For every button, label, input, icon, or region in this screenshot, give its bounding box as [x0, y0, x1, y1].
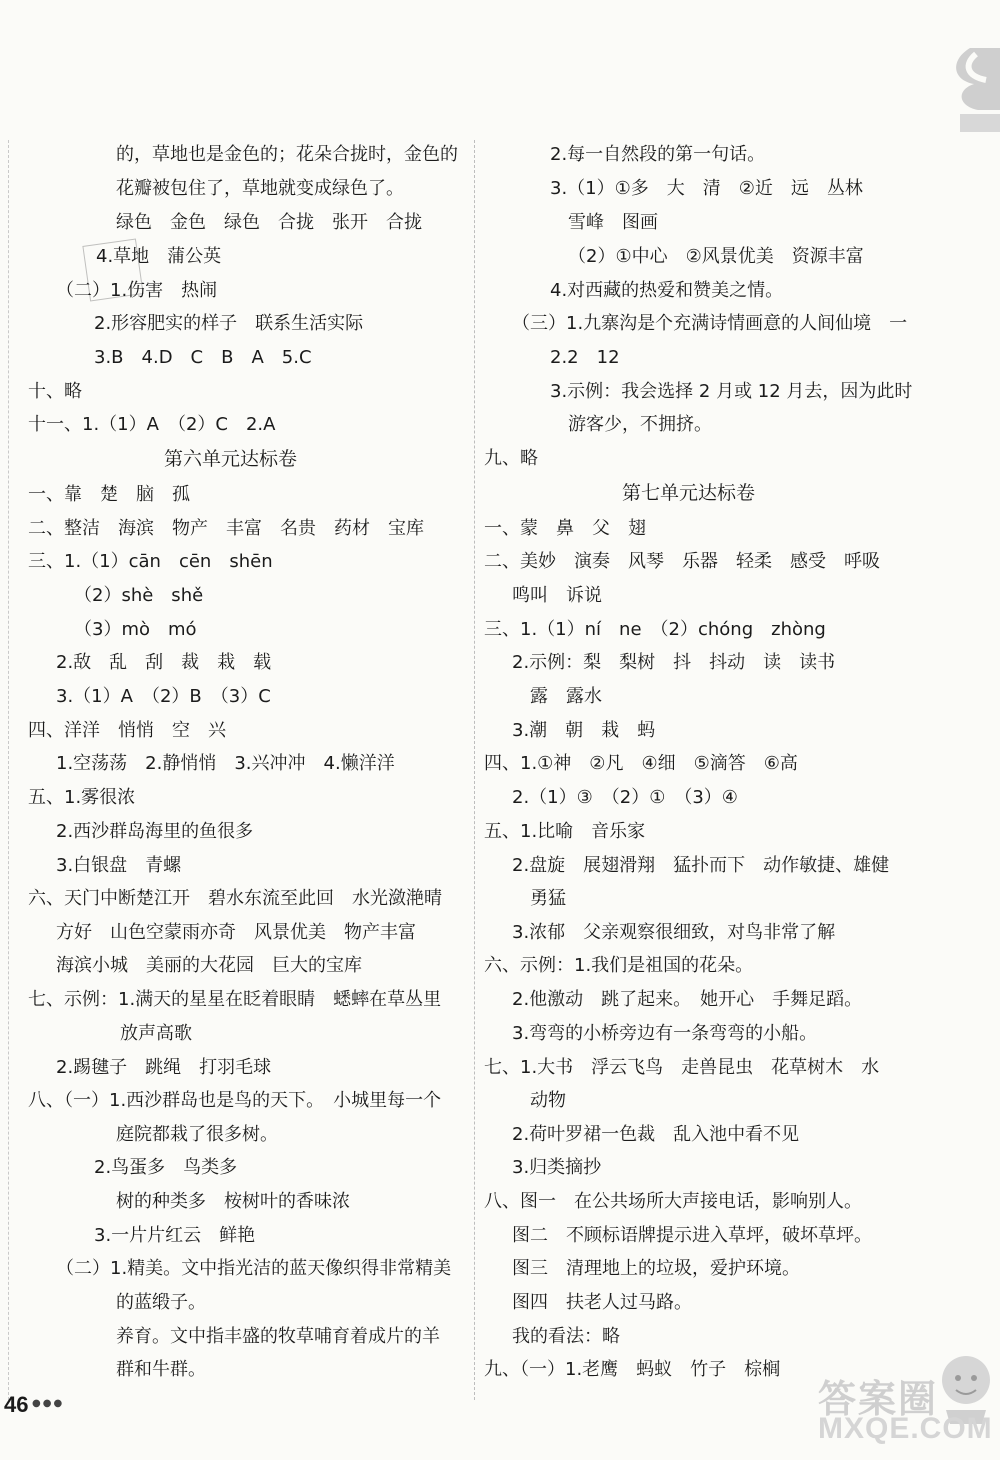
answer-line: 2.西沙群岛海里的鱼很多	[56, 821, 254, 842]
answer-line: 2.形容肥实的样子 联系生活实际	[94, 313, 364, 334]
answer-line: 五、1.雾很浓	[28, 787, 136, 808]
answer-line: 方好 山色空蒙雨亦奇 风景优美 物产丰富	[56, 922, 416, 943]
answer-line: 九、（一）1.老鹰 蚂蚁 竹子 棕榈	[484, 1359, 781, 1380]
answer-line: （2）shè shě	[74, 585, 204, 606]
answer-line: 放声高歌	[120, 1023, 192, 1044]
answer-line: 2.荷叶罗裙一色裁 乱入池中看不见	[512, 1124, 800, 1145]
answer-line: （二）1.伤害 热闹	[56, 280, 218, 301]
answer-line: 2.敌 乱 刮 裁 栽 载	[56, 652, 272, 673]
answer-line: 图三 清理地上的垃圾，爱护环境。	[512, 1258, 800, 1279]
answer-line: 3.B 4.D C B A 5.C	[94, 347, 312, 368]
answer-line: 群和牛群。	[116, 1359, 206, 1380]
answer-line: 十、略	[28, 381, 82, 402]
answer-line: 2.他激动 跳了起来。 她开心 手舞足蹈。	[512, 989, 863, 1010]
column-divider	[474, 140, 475, 1400]
answer-line: 一、靠 楚 脑 孤	[28, 484, 190, 505]
answer-line: 的，草地也是金色的；花朵合拢时，金色的	[116, 144, 458, 165]
answer-line: 海滨小城 美丽的大花园 巨大的宝库	[56, 955, 362, 976]
answer-line: （2）①中心 ②风景优美 资源丰富	[568, 246, 864, 267]
answer-line: 4.草地 蒲公英	[96, 246, 222, 267]
answer-line: 3.浓郁 父亲观察很细致，对鸟非常了解	[512, 922, 836, 943]
answer-line: 一、蒙 鼻 父 翅	[484, 518, 646, 539]
answer-line: 六、示例：1.我们是祖国的花朵。	[484, 955, 754, 976]
answer-line: 树的种类多 桉树叶的香味浓	[116, 1191, 350, 1212]
watermark-url: MXQE.COM	[818, 1412, 993, 1445]
answer-line: 图四 扶老人过马路。	[512, 1292, 692, 1313]
answer-line: 九、略	[484, 448, 538, 469]
answer-line: 1.空荡荡 2.静悄悄 3.兴冲冲 4.懒洋洋	[56, 753, 395, 774]
answer-line: 2.2 12	[550, 347, 620, 368]
answer-line: 三、1.（1）ní ne （2）chóng zhòng	[484, 619, 826, 640]
answer-line: 庭院都栽了很多树。	[116, 1124, 278, 1145]
answer-line: 2.（1）③ （2）① （3）④	[512, 787, 738, 808]
answer-line: 游客少，不拥挤。	[568, 414, 712, 435]
answer-line: 五、1.比喻 音乐家	[484, 821, 646, 842]
answer-line: （二）1.精美。文中指光洁的蓝天像织得非常精美	[56, 1258, 452, 1279]
answer-line: 四、洋洋 悄悄 空 兴	[28, 720, 226, 741]
answer-line: 3.（1）①多 大 清 ②近 远 丛林	[550, 178, 863, 199]
answer-line: 的蓝缎子。	[116, 1292, 206, 1313]
corner-logo-icon	[930, 40, 1000, 135]
answer-line: 3.示例：我会选择 2 月或 12 月去，因为此时	[550, 381, 913, 402]
answer-line: 3.白银盘 青螺	[56, 855, 182, 876]
answer-line: 二、美妙 演奏 风琴 乐器 轻柔 感受 呼吸	[484, 551, 880, 572]
answer-line: 2.踢毽子 跳绳 打羽毛球	[56, 1057, 272, 1078]
answer-line: （3）mò mó	[74, 619, 197, 640]
answer-line: 3.弯弯的小桥旁边有一条弯弯的小船。	[512, 1023, 818, 1044]
answer-line: 七、示例：1.满天的星星在眨着眼睛 蟋蟀在草丛里	[28, 989, 442, 1010]
answer-line: 十一、1.（1）A （2）C 2.A	[28, 414, 276, 435]
answer-line: 鸣叫 诉说	[512, 585, 602, 606]
answer-line: 4.对西藏的热爱和赞美之情。	[550, 280, 784, 301]
answer-line: 七、1.大书 浮云飞鸟 走兽昆虫 花草树木 水	[484, 1057, 880, 1078]
answer-line: 2.鸟蛋多 鸟类多	[94, 1157, 238, 1178]
page-number: 46	[4, 1392, 29, 1417]
answer-line: 雪峰 图画	[568, 212, 658, 233]
left-margin-rule	[8, 140, 9, 1400]
watermark-brand: 答案圈	[818, 1379, 939, 1421]
answer-line: 花瓣被包住了，草地就变成绿色了。	[116, 178, 404, 199]
answer-line: 2.每一自然段的第一句话。	[550, 144, 766, 165]
answer-line: 四、1.①神 ②凡 ④细 ⑤滴答 ⑥高	[484, 753, 798, 774]
answer-line: 八、（一）1.西沙群岛也是鸟的天下。 小城里每一个	[28, 1090, 442, 1111]
answer-line: 养育。文中指丰盛的牧草哺育着成片的羊	[116, 1326, 440, 1347]
section-heading: 第六单元达标卷	[164, 448, 298, 470]
answer-line: 八、图一 在公共场所大声接电话，影响别人。	[484, 1191, 862, 1212]
answer-line: 六、天门中断楚江开 碧水东流至此回 水光潋滟晴	[28, 888, 442, 909]
answer-line: 我的看法：略	[512, 1326, 620, 1347]
answer-line: 三、1.（1）cān cēn shēn	[28, 551, 273, 572]
answer-line: 3.一片片红云 鲜艳	[94, 1225, 256, 1246]
answer-line: 3.潮 朝 栽 蚂	[512, 720, 656, 741]
page-number-dots: ●●●	[32, 1398, 65, 1409]
answer-line: 勇猛	[530, 888, 566, 909]
answer-line: 2.示例：梨 梨树 抖 抖动 读 读书	[512, 652, 836, 673]
answer-line: （三）1.九寨沟是个充满诗情画意的人间仙境 一	[512, 313, 908, 334]
answer-line: 绿色 金色 绿色 合拢 张开 合拢	[116, 212, 422, 233]
answer-line: 3.（1）A （2）B （3）C	[56, 686, 271, 707]
answer-line: 图二 不顾标语牌提示进入草坪，破坏草坪。	[512, 1225, 872, 1246]
answer-line: 二、整洁 海滨 物产 丰富 名贵 药材 宝库	[28, 518, 424, 539]
answer-line: 3.归类摘抄	[512, 1157, 602, 1178]
section-heading: 第七单元达标卷	[622, 482, 756, 504]
answer-line: 2.盘旋 展翅滑翔 猛扑而下 动作敏捷、雄健	[512, 855, 890, 876]
answer-line: 露 露水	[530, 686, 602, 707]
answer-line: 动物	[530, 1090, 566, 1111]
